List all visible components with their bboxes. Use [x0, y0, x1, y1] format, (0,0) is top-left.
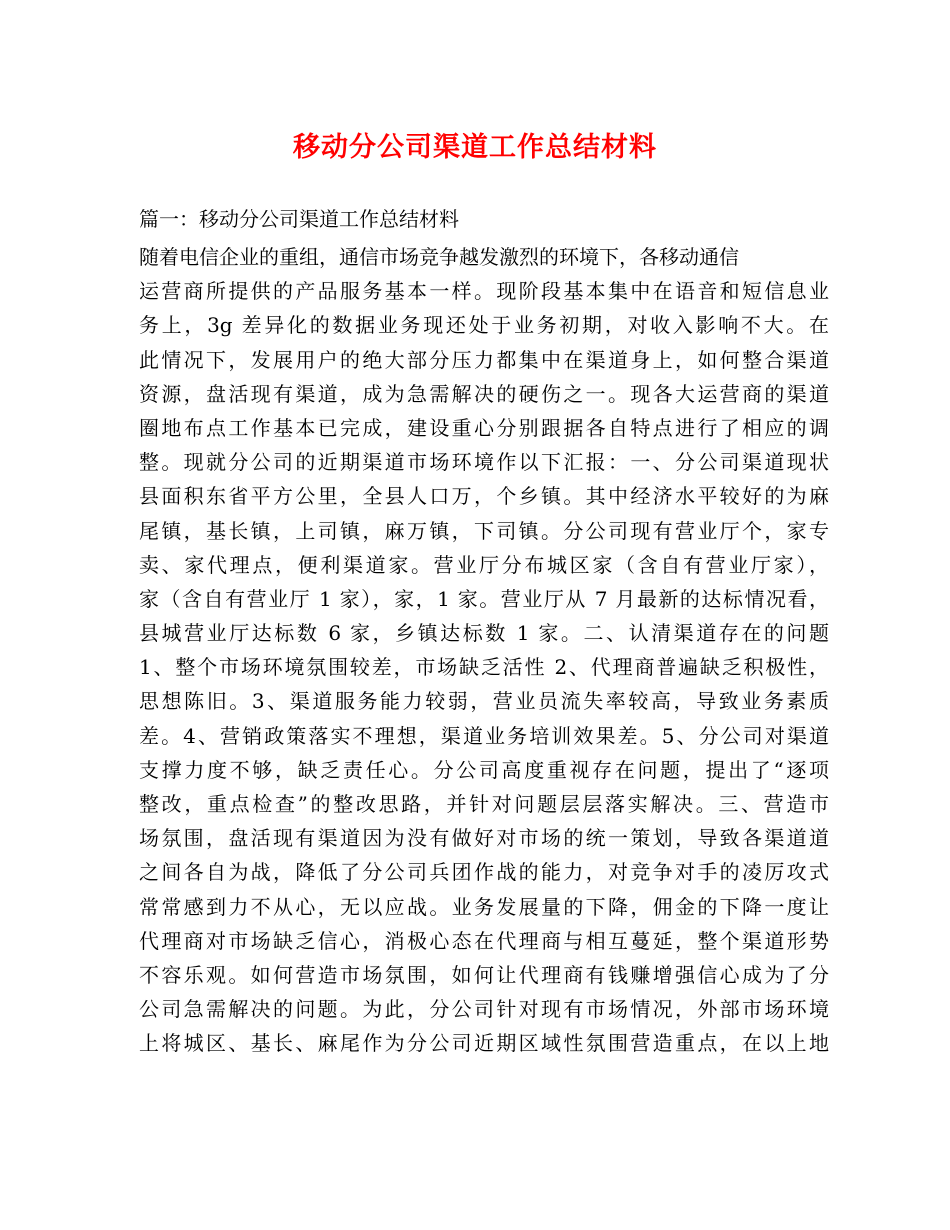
document-title: 移动分公司渠道工作总结材料	[293, 132, 657, 163]
paragraph-line: 差。4、营销政策落实不理想，渠道业务培训效果差。5、分公司对渠道	[139, 723, 829, 748]
paragraph-line: 圈地布点工作基本已完成，建设重心分别跟据各自特点进行了相应的调	[139, 415, 829, 440]
paragraph-line: 上将城区、基长、麻尾作为分公司近期区域性氛围营造重点，在以上地	[139, 1031, 829, 1056]
paragraph-line: 县面积东省平方公里，全县人口万，个乡镇。其中经济水平较好的为麻	[139, 484, 829, 509]
paragraph-line: 整。现就分公司的近期渠道市场环境作以下汇报：一、分公司渠道现状	[139, 450, 829, 475]
paragraph-line: 公司急需解决的问题。为此，分公司针对现有市场情况，外部市场环境	[139, 997, 829, 1022]
paragraph-line: 尾镇，基长镇，上司镇，麻万镇，下司镇。分公司现有营业厅个，家专	[139, 518, 829, 543]
section-heading: 篇一：移动分公司渠道工作总结材料	[139, 207, 459, 231]
document-body	[139, 240, 829, 1061]
paragraph-line: 运营商所提供的产品服务基本一样。现阶段基本集中在语音和短信息业	[139, 279, 829, 304]
paragraph-line: 卖、家代理点，便利渠道家。营业厅分布城区家（含自有营业厅家），	[139, 552, 829, 577]
paragraph-line: 常常感到力不从心，无以应战。业务发展量的下降，佣金的下降一度让	[139, 894, 829, 919]
paragraph-line: 代理商对市场缺乏信心，消极心态在代理商与相互蔓延，整个渠道形势	[139, 928, 829, 953]
paragraph-line: 资源，盘活现有渠道，成为急需解决的硬伤之一。现各大运营商的渠道	[139, 381, 829, 406]
paragraph-line: 务上，3g 差异化的数据业务现还处于业务初期，对收入影响不大。在	[139, 313, 829, 338]
paragraph-line: 不容乐观。如何营造市场氛围，如何让代理商有钱赚增强信心成为了分	[139, 962, 829, 987]
paragraph-line: 整改，重点检查”的整改思路，并针对问题层层落实解决。三、营造市	[139, 792, 829, 816]
paragraph-line: 家（含自有营业厅 1 家），家，1 家。营业厅从 7 月最新的达标情况看，	[139, 586, 829, 611]
paragraph-line: 1、整个市场环境氛围较差，市场缺乏活性 2、代理商普遍缺乏积极性，	[139, 655, 829, 680]
paragraph-line: 支撑力度不够，缺乏责任心。分公司高度重视存在问题，提出了“逐项	[139, 757, 829, 782]
paragraph-line: 之间各自为战，降低了分公司兵团作战的能力，对竞争对手的凌厉攻式	[139, 860, 829, 885]
paragraph-line: 随着电信企业的重组，通信市场竞争越发激烈的环境下，各移动通信	[139, 245, 739, 269]
paragraph-line: 县城营业厅达标数 6 家，乡镇达标数 1 家。二、认清渠道存在的问题	[139, 621, 829, 646]
paragraph-line: 思想陈旧。3、渠道服务能力较弱，营业员流失率较高，导致业务素质	[139, 689, 829, 714]
paragraph-line: 场氛围，盘活现有渠道因为没有做好对市场的统一策划，导致各渠道道	[139, 826, 829, 851]
paragraph-line: 此情况下，发展用户的绝大部分压力都集中在渠道身上，如何整合渠道	[139, 347, 829, 372]
